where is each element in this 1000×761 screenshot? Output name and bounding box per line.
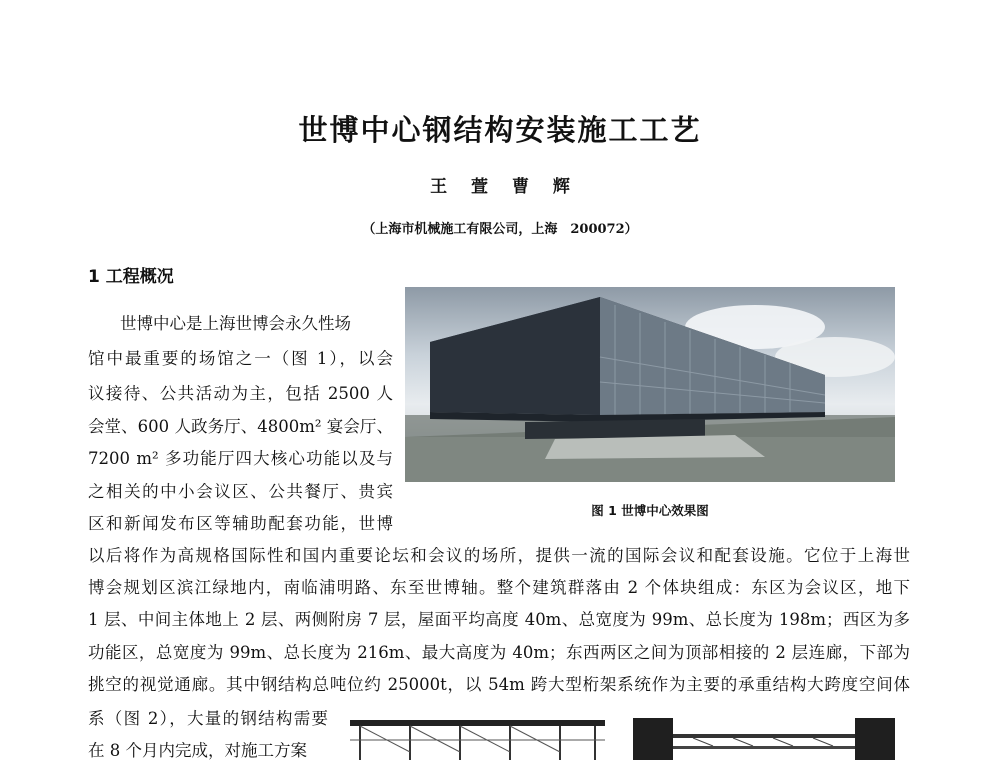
body-line: 议接待、公共活动为主，包括 2500 人 <box>88 384 393 403</box>
section-heading: 1 工程概况 <box>88 267 174 287</box>
body-line: 挑空的视觉通廊。其中钢结构总吨位约 25000t，以 54m 跨大型桁架系统作为主要的承重结构大跨度空间体 <box>88 675 910 694</box>
body-line: 系（图 2），大量的钢结构需要 <box>88 709 328 728</box>
body-line: 在 8 个月内完成，对施工方案 <box>88 741 307 760</box>
body-line: 之相关的中小会议区、公共餐厅、贵宾 <box>88 482 393 501</box>
body-line: 1 层、中间主体地上 2 层、两侧附房 7 层，屋面平均高度 40m、总宽度为 99m、总长度为 198m；西区为多 <box>88 610 910 629</box>
body-line: 馆中最重要的场馆之一（图 1），以会 <box>88 349 393 368</box>
affiliation: （上海市机械施工有限公司，上海 200072） <box>362 222 638 237</box>
truss-section-left <box>350 712 605 760</box>
page-title: 世博中心钢结构安装施工工艺 <box>298 113 702 147</box>
body-line: 世博中心是上海世博会永久性场 <box>120 314 351 333</box>
body-line: 7200 m² 多功能厅四大核心功能以及与 <box>88 449 393 468</box>
truss-section-right <box>633 712 895 760</box>
figure-1-caption: 图 1 世博中心效果图 <box>591 503 709 518</box>
figure-1-image <box>405 287 895 482</box>
body-line: 博会规划区滨江绿地内，南临浦明路、东至世博轴。整个建筑群落由 2 个体块组成：东区为会议区，地下 <box>88 578 910 597</box>
body-line: 会堂、600 人政务厅、4800m² 宴会厅、 <box>88 417 393 436</box>
figure-2-right-image <box>633 712 895 760</box>
body-line: 以后将作为高规格国际性和国内重要论坛和会议的场所，提供一流的国际会议和配套设施。它位于上海世 <box>88 546 910 565</box>
body-line: 区和新闻发布区等辅助配套功能，世博 <box>88 514 393 533</box>
body-line: 功能区，总宽度为 99m、总长度为 216m、最大高度为 40m；东西两区之间为顶部相接的 2 层连廊，下部为 <box>88 643 910 662</box>
figure-2-left-image <box>350 712 605 760</box>
author-list: 王 萱 曹 辉 <box>430 177 570 197</box>
building-illustration <box>405 287 895 482</box>
